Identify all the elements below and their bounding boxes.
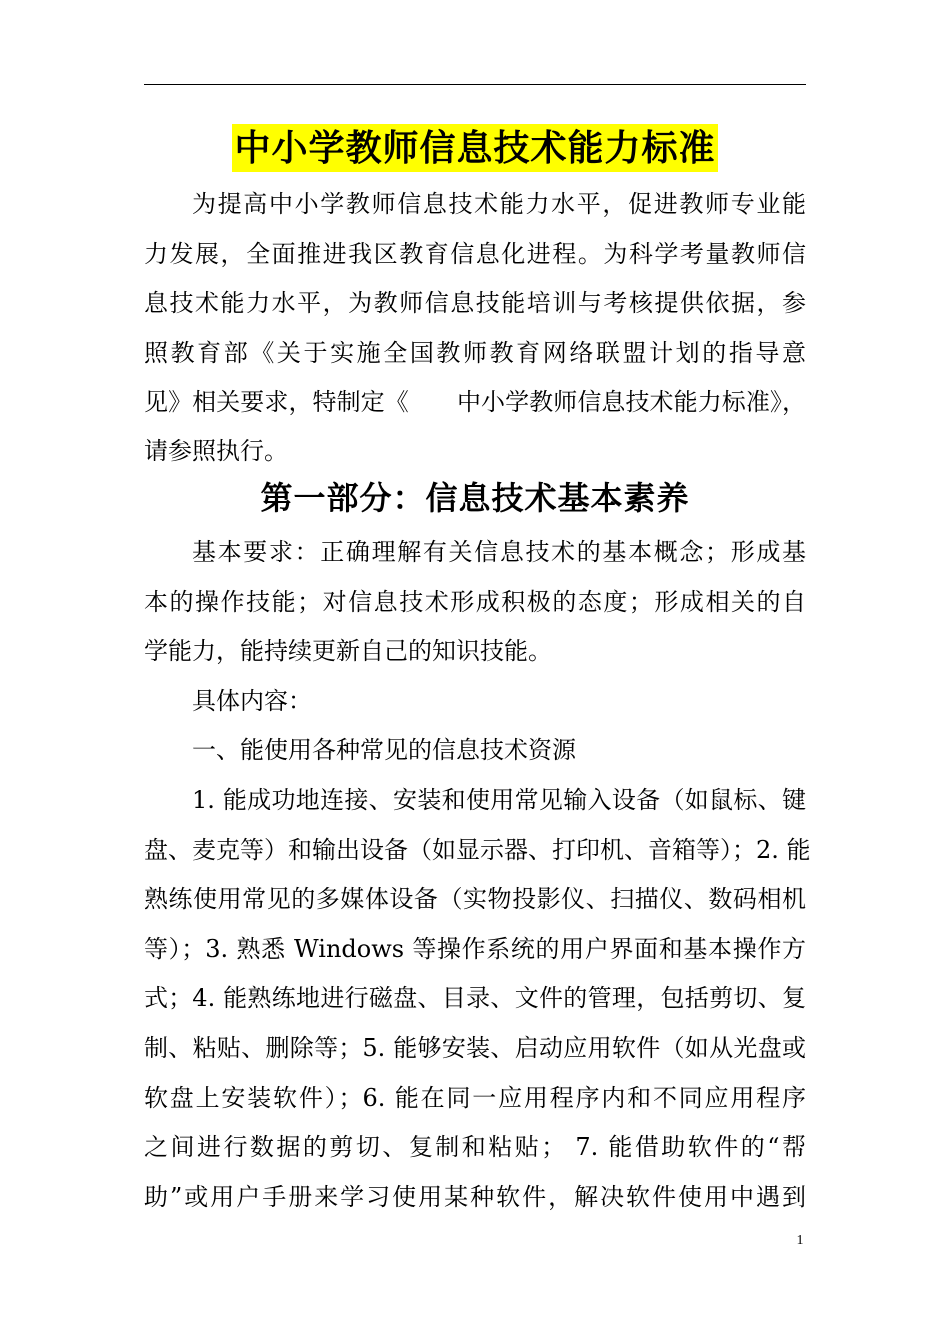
item-line: 式；4. 能熟练地进行磁盘、目录、文件的管理，包括剪切、复 bbox=[144, 984, 806, 1012]
item-line: 盘、麦克等）和输出设备（如显示器、打印机、音箱等）；2. 能 bbox=[144, 836, 811, 864]
intro-line: 照教育部《关于实施全国教师教育网络联盟计划的指导意 bbox=[144, 339, 806, 367]
item-line: 制、粘贴、删除等；5. 能够安装、启动应用软件（如从光盘或 bbox=[144, 1034, 806, 1062]
intro-line: 请参照执行。 bbox=[144, 437, 288, 465]
intro-line: 力发展，全面推进我区教育信息化进程。为科学考量教师信 bbox=[144, 240, 806, 268]
item-line: 之间进行数据的剪切、复制和粘贴； 7. 能借助软件的“帮 bbox=[144, 1133, 806, 1161]
section-title: 第一部分：信息技术基本素养 bbox=[260, 479, 690, 517]
content-label: 具体内容： bbox=[192, 687, 312, 715]
item-line: 1. 能成功地连接、安装和使用常见输入设备（如鼠标、键 bbox=[192, 786, 806, 814]
intro-line: 息技术能力水平，为教师信息技能培训与考核提供依据，参 bbox=[144, 289, 806, 317]
item-heading: 一、能使用各种常见的信息技术资源 bbox=[192, 736, 576, 764]
item-line: 等）；3. 熟悉 Windows 等操作系统的用户界面和基本操作方 bbox=[144, 935, 806, 963]
item-line: 软盘上安装软件）；6. 能在同一应用程序内和不同应用程序 bbox=[144, 1084, 806, 1112]
intro-line: 见》相关要求，特制定《 中小学教师信息技术能力标准》， bbox=[144, 388, 806, 416]
intro-line: 为提高中小学教师信息技术能力水平，促进教师专业能 bbox=[192, 190, 806, 218]
requirement-line: 学能力，能持续更新自己的知识技能。 bbox=[144, 637, 552, 665]
item-line: 熟练使用常见的多媒体设备（实物投影仪、扫描仪、数码相机 bbox=[144, 885, 806, 913]
item-line: 助”或用户手册来学习使用某种软件，解决软件使用中遇到 bbox=[144, 1183, 806, 1211]
title-container bbox=[144, 124, 806, 172]
document-title: 中小学教师信息技术能力标准 bbox=[232, 124, 717, 172]
requirement-line: 基本要求：正确理解有关信息技术的基本概念；形成基 bbox=[192, 538, 806, 566]
page-number: 1 bbox=[796, 1233, 804, 1248]
header-rule bbox=[144, 84, 806, 85]
requirement-line: 本的操作技能；对信息技术形成积极的态度；形成相关的自 bbox=[144, 588, 806, 616]
